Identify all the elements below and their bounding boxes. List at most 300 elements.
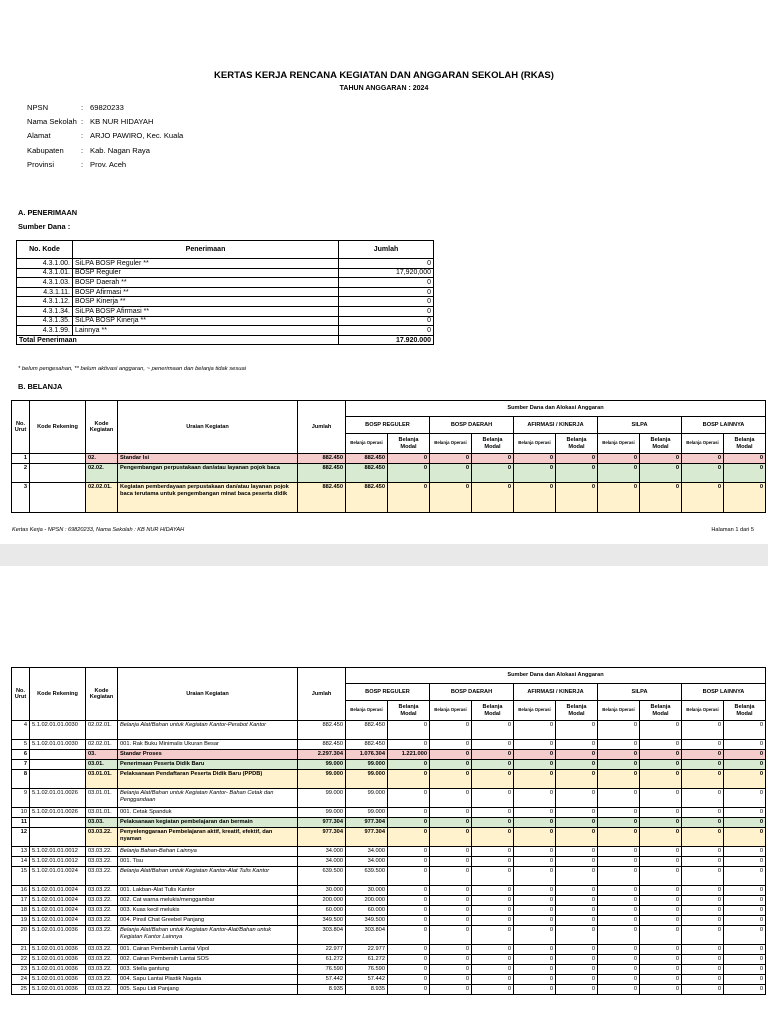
row-alokasi: 0 <box>388 916 430 926</box>
row-alokasi: 0 <box>472 464 514 483</box>
row-alokasi: 0 <box>514 818 556 828</box>
row-uraian: 001. Cetak Spanduk <box>118 808 298 818</box>
belanja-body <box>12 721 766 995</box>
row-kode-kegiatan: 03.03.22. <box>86 828 118 847</box>
row-alokasi: 0 <box>388 965 430 975</box>
row-alokasi: 0 <box>640 896 682 906</box>
row-alokasi: 0 <box>388 867 430 886</box>
row-uraian: Pelaksanaan kegiatan pembelajaran dan bermain <box>118 818 298 828</box>
col-header-group: BOSP DAERAH <box>430 417 514 434</box>
row-no: 8 <box>12 770 30 789</box>
row-alokasi: 0 <box>430 916 472 926</box>
row-alokasi: 0 <box>556 926 598 945</box>
row-alokasi: 977.304 <box>346 818 388 828</box>
row-alokasi: 0 <box>556 770 598 789</box>
row-alokasi: 0 <box>514 886 556 896</box>
row-alokasi: 882.450 <box>346 464 388 483</box>
info-label: Kabupaten <box>27 145 64 155</box>
row-alokasi: 0 <box>430 975 472 985</box>
row-alokasi: 0 <box>430 857 472 867</box>
row-alokasi: 0 <box>640 906 682 916</box>
penerimaan-nama: BOSP Daerah ** <box>73 278 339 288</box>
row-no: 3 <box>12 483 30 513</box>
col-header-operasi: Belanja Operasi <box>514 434 556 454</box>
row-alokasi: 0 <box>724 750 766 760</box>
row-alokasi: 0 <box>724 896 766 906</box>
penerimaan-jumlah: 0 <box>339 316 434 326</box>
row-alokasi: 0 <box>556 818 598 828</box>
penerimaan-row <box>17 326 434 336</box>
belanja-row <box>12 770 766 789</box>
row-kode-kegiatan: 02.02. <box>86 464 118 483</box>
row-alokasi: 0 <box>682 454 724 464</box>
row-no: 2 <box>12 464 30 483</box>
row-jumlah: 60.000 <box>298 906 346 916</box>
row-uraian: 002. Cairan Pembersih Lantai SOS <box>118 955 298 965</box>
row-alokasi: 0 <box>430 789 472 808</box>
row-uraian: 005. Sapu Lidi Panjang <box>118 985 298 995</box>
row-alokasi: 0 <box>556 985 598 995</box>
row-alokasi: 0 <box>388 945 430 955</box>
row-alokasi: 0 <box>640 857 682 867</box>
row-alokasi: 1.076.304 <box>346 750 388 760</box>
row-no: 20 <box>12 926 30 945</box>
row-jumlah: 200.000 <box>298 896 346 906</box>
row-alokasi: 0 <box>598 955 640 965</box>
row-alokasi: 0 <box>640 454 682 464</box>
belanja-body <box>12 454 766 513</box>
row-alokasi: 0 <box>556 916 598 926</box>
belanja-row <box>12 454 766 464</box>
row-alokasi: 0 <box>556 454 598 464</box>
row-uraian: 003. Kuas kecil melukis <box>118 906 298 916</box>
row-alokasi: 0 <box>640 985 682 995</box>
row-jumlah: 99.000 <box>298 760 346 770</box>
row-alokasi: 0 <box>640 975 682 985</box>
row-uraian: Pelaksanaan Pendaftaran Peserta Didik Baru (PPDB) <box>118 770 298 789</box>
belanja-row <box>12 985 766 995</box>
row-rekening <box>30 750 86 760</box>
school-info-row <box>27 131 183 145</box>
penerimaan-jumlah: 17,920,000 <box>339 268 434 278</box>
row-alokasi: 0 <box>724 886 766 896</box>
penerimaan-nama: SiLPA BOSP Reguler ** <box>73 259 339 269</box>
row-alokasi: 99.000 <box>346 760 388 770</box>
info-value: 69820233 <box>90 103 124 112</box>
school-info-row <box>27 146 183 160</box>
penerimaan-nama: SiLPA BOSP Kinerja ** <box>73 316 339 326</box>
row-alokasi: 0 <box>388 828 430 847</box>
penerimaan-row <box>17 287 434 297</box>
row-no: 11 <box>12 818 30 828</box>
col-header-operasi: Belanja Operasi <box>430 434 472 454</box>
row-rekening <box>30 760 86 770</box>
row-kode-kegiatan: 03.01.01. <box>86 808 118 818</box>
row-alokasi: 0 <box>514 483 556 513</box>
row-kode-kegiatan: 03.03.22. <box>86 916 118 926</box>
belanja-row <box>12 760 766 770</box>
row-no: 7 <box>12 760 30 770</box>
belanja-row <box>12 789 766 808</box>
row-alokasi: 0 <box>430 906 472 916</box>
info-colon: : <box>81 145 84 155</box>
row-alokasi: 0 <box>682 886 724 896</box>
row-alokasi: 34.000 <box>346 857 388 867</box>
info-label: NPSN <box>27 103 49 112</box>
row-alokasi: 0 <box>430 955 472 965</box>
row-alokasi: 0 <box>682 975 724 985</box>
row-alokasi: 0 <box>724 916 766 926</box>
col-header-modal: Belanja Modal <box>640 701 682 721</box>
row-alokasi: 0 <box>556 896 598 906</box>
document-page-2 <box>0 566 768 1024</box>
row-alokasi: 0 <box>514 760 556 770</box>
row-alokasi: 0 <box>598 770 640 789</box>
row-uraian: 004. Pinsil Chat Greebel Panjang <box>118 916 298 926</box>
row-alokasi: 0 <box>724 464 766 483</box>
row-no: 15 <box>12 867 30 886</box>
col-header-rekening: Kode Rekening <box>30 401 86 454</box>
row-alokasi: 0 <box>724 808 766 818</box>
col-header-group: BOSP LAINNYA <box>682 417 766 434</box>
row-alokasi: 0 <box>430 750 472 760</box>
row-alokasi: 0 <box>682 945 724 955</box>
row-jumlah: 34.000 <box>298 857 346 867</box>
belanja-row <box>12 906 766 916</box>
row-alokasi: 0 <box>388 818 430 828</box>
row-alokasi: 0 <box>388 770 430 789</box>
row-alokasi: 882.450 <box>346 740 388 750</box>
row-alokasi: 0 <box>472 721 514 740</box>
row-alokasi: 0 <box>514 857 556 867</box>
row-alokasi: 0 <box>556 867 598 886</box>
row-alokasi: 0 <box>514 721 556 740</box>
col-header-group: BOSP REGULER <box>346 684 430 701</box>
row-alokasi: 0 <box>388 721 430 740</box>
row-alokasi: 0 <box>388 464 430 483</box>
row-uraian: 001. Cairan Pembersih Lantai Vipol <box>118 945 298 955</box>
row-alokasi: 0 <box>598 721 640 740</box>
row-alokasi: 0 <box>388 740 430 750</box>
row-kode-kegiatan: 03.01.01. <box>86 789 118 808</box>
row-no: 16 <box>12 886 30 896</box>
row-alokasi: 0 <box>640 886 682 896</box>
row-rekening <box>30 770 86 789</box>
row-alokasi: 34.000 <box>346 847 388 857</box>
row-alokasi: 8.935 <box>346 985 388 995</box>
row-rekening <box>30 828 86 847</box>
penerimaan-row <box>17 316 434 326</box>
row-uraian: 004. Sapu Lantai Plastik Nagata <box>118 975 298 985</box>
row-alokasi: 0 <box>640 867 682 886</box>
row-alokasi: 0 <box>514 828 556 847</box>
row-alokasi: 0 <box>682 464 724 483</box>
row-jumlah: 639.500 <box>298 867 346 886</box>
row-alokasi: 0 <box>724 857 766 867</box>
row-alokasi: 0 <box>514 750 556 760</box>
row-alokasi: 0 <box>640 945 682 955</box>
row-alokasi: 0 <box>556 955 598 965</box>
row-alokasi: 0 <box>514 464 556 483</box>
row-alokasi: 0 <box>388 955 430 965</box>
row-no: 4 <box>12 721 30 740</box>
row-alokasi: 0 <box>472 886 514 896</box>
penerimaan-row <box>17 278 434 288</box>
row-alokasi: 0 <box>556 760 598 770</box>
row-kode-kegiatan: 02.02.01. <box>86 483 118 513</box>
row-alokasi: 0 <box>682 808 724 818</box>
row-no: 5 <box>12 740 30 750</box>
row-alokasi: 0 <box>724 740 766 750</box>
row-alokasi: 0 <box>682 926 724 945</box>
row-alokasi: 0 <box>598 906 640 916</box>
row-alokasi: 349.500 <box>346 916 388 926</box>
row-alokasi: 0 <box>682 828 724 847</box>
row-alokasi: 0 <box>388 847 430 857</box>
row-alokasi: 882.450 <box>346 483 388 513</box>
belanja-heading: B. BELANJA <box>18 382 63 391</box>
row-alokasi: 977.304 <box>346 828 388 847</box>
row-alokasi: 0 <box>472 740 514 750</box>
row-uraian: 001. Lakban-Alat Tulis Kantor <box>118 886 298 896</box>
row-alokasi: 0 <box>598 828 640 847</box>
row-jumlah: 99.000 <box>298 808 346 818</box>
col-header-rekening: Kode Rekening <box>30 668 86 721</box>
row-rekening: 5.1.02.01.01.0024 <box>30 896 86 906</box>
col-header-modal: Belanja Modal <box>640 434 682 454</box>
belanja-row <box>12 464 766 483</box>
penerimaan-kode: 4.3.1.01. <box>17 268 73 278</box>
row-jumlah: 76.590 <box>298 965 346 975</box>
col-header-jumlah: Jumlah <box>298 668 346 721</box>
row-alokasi: 1.221.000 <box>388 750 430 760</box>
info-label: Alamat <box>27 131 51 141</box>
row-uraian: Belanja Alat/Bahan untuk Kegiatan Kantor-Perabot Kantor <box>118 721 298 740</box>
row-alokasi: 0 <box>598 808 640 818</box>
row-alokasi: 0 <box>388 483 430 513</box>
row-alokasi: 0 <box>724 945 766 955</box>
row-jumlah: 8.935 <box>298 985 346 995</box>
row-alokasi: 639.500 <box>346 867 388 886</box>
row-alokasi: 0 <box>472 985 514 995</box>
row-no: 18 <box>12 906 30 916</box>
row-no: 10 <box>12 808 30 818</box>
row-kode-kegiatan: 02.02.01. <box>86 740 118 750</box>
row-kode-kegiatan: 03.03.22. <box>86 985 118 995</box>
belanja-row <box>12 750 766 760</box>
row-rekening: 5.1.02.01.01.0036 <box>30 965 86 975</box>
row-alokasi: 0 <box>598 965 640 975</box>
row-jumlah: 882.450 <box>298 454 346 464</box>
row-alokasi: 0 <box>430 926 472 945</box>
row-alokasi: 0 <box>430 721 472 740</box>
row-jumlah: 99.000 <box>298 789 346 808</box>
row-alokasi: 0 <box>514 770 556 789</box>
row-alokasi: 0 <box>640 916 682 926</box>
info-label: Provinsi <box>27 159 55 169</box>
belanja-row <box>12 945 766 955</box>
row-kode-kegiatan: 02.02.01. <box>86 721 118 740</box>
penerimaan-jumlah: 0 <box>339 259 434 269</box>
row-alokasi: 0 <box>388 896 430 906</box>
row-alokasi: 0 <box>640 721 682 740</box>
col-header-kode: No. Kode <box>17 241 73 259</box>
row-alokasi: 0 <box>598 464 640 483</box>
row-alokasi: 0 <box>514 454 556 464</box>
row-alokasi: 0 <box>682 857 724 867</box>
row-alokasi: 61.272 <box>346 955 388 965</box>
row-kode-kegiatan: 03.03. <box>86 818 118 828</box>
row-alokasi: 0 <box>598 483 640 513</box>
row-kode-kegiatan: 03.01. <box>86 760 118 770</box>
row-alokasi: 0 <box>598 916 640 926</box>
row-uraian: Pengembangan perpustakaan dan/atau layanan pojok baca <box>118 464 298 483</box>
col-header-operasi: Belanja Operasi <box>682 434 724 454</box>
row-jumlah: 882.450 <box>298 464 346 483</box>
row-alokasi: 76.590 <box>346 965 388 975</box>
row-alokasi: 0 <box>388 857 430 867</box>
row-alokasi: 0 <box>556 740 598 750</box>
row-uraian: Kegiatan pemberdayaan perpustakaan dan/atau layanan pojok baca terutama untuk pengembangan minat baca peserta didik <box>118 483 298 513</box>
row-alokasi: 0 <box>682 847 724 857</box>
school-info-row <box>27 103 183 117</box>
belanja-row <box>12 740 766 750</box>
col-header-modal: Belanja Modal <box>388 701 430 721</box>
row-alokasi: 0 <box>430 818 472 828</box>
row-rekening: 5.1.02.01.01.0024 <box>30 916 86 926</box>
row-kode-kegiatan: 03.03.22. <box>86 857 118 867</box>
row-alokasi: 0 <box>388 906 430 916</box>
row-alokasi: 0 <box>472 906 514 916</box>
row-kode-kegiatan: 03.03.22. <box>86 906 118 916</box>
row-alokasi: 0 <box>514 847 556 857</box>
row-alokasi: 0 <box>640 740 682 750</box>
row-rekening: 5.1.02.01.01.0012 <box>30 857 86 867</box>
row-jumlah: 34.000 <box>298 847 346 857</box>
row-alokasi: 0 <box>556 750 598 760</box>
row-no: 12 <box>12 828 30 847</box>
penerimaan-row <box>17 268 434 278</box>
row-alokasi: 0 <box>598 857 640 867</box>
row-kode-kegiatan: 03.03.22. <box>86 975 118 985</box>
row-alokasi: 0 <box>724 926 766 945</box>
belanja-row <box>12 867 766 886</box>
row-alokasi: 0 <box>640 955 682 965</box>
col-header-group: BOSP LAINNYA <box>682 684 766 701</box>
row-rekening: 5.1.02.01.01.0024 <box>30 906 86 916</box>
row-alokasi: 0 <box>472 916 514 926</box>
penerimaan-nama: SiLPA BOSP Afirmasi ** <box>73 306 339 316</box>
penerimaan-row <box>17 297 434 307</box>
row-alokasi: 0 <box>430 760 472 770</box>
row-alokasi: 0 <box>682 916 724 926</box>
row-alokasi: 0 <box>640 760 682 770</box>
row-alokasi: 0 <box>598 847 640 857</box>
row-rekening <box>30 483 86 513</box>
row-alokasi: 0 <box>472 808 514 818</box>
row-alokasi: 0 <box>556 721 598 740</box>
belanja-row <box>12 886 766 896</box>
col-header-operasi: Belanja Operasi <box>346 701 388 721</box>
row-uraian: Standar Proses <box>118 750 298 760</box>
row-rekening: 5.1.02.01.01.0036 <box>30 945 86 955</box>
row-alokasi: 0 <box>556 857 598 867</box>
belanja-row <box>12 818 766 828</box>
row-alokasi: 0 <box>514 740 556 750</box>
row-alokasi: 0 <box>724 985 766 995</box>
row-jumlah: 349.500 <box>298 916 346 926</box>
row-alokasi: 0 <box>640 770 682 789</box>
penerimaan-kode: 4.3.1.00. <box>17 259 73 269</box>
row-alokasi: 0 <box>598 886 640 896</box>
row-no: 13 <box>12 847 30 857</box>
belanja-row <box>12 926 766 945</box>
row-alokasi: 0 <box>640 926 682 945</box>
row-alokasi: 0 <box>472 770 514 789</box>
row-alokasi: 0 <box>598 985 640 995</box>
row-alokasi: 0 <box>724 847 766 857</box>
row-alokasi: 0 <box>388 985 430 995</box>
row-alokasi: 0 <box>430 985 472 995</box>
row-rekening: 5.1.02.01.01.0012 <box>30 847 86 857</box>
row-alokasi: 0 <box>430 965 472 975</box>
row-kode-kegiatan: 03.03.22. <box>86 965 118 975</box>
col-header-modal: Belanja Modal <box>556 701 598 721</box>
row-alokasi: 882.450 <box>346 454 388 464</box>
col-header-operasi: Belanja Operasi <box>598 434 640 454</box>
col-header-group: SILPA <box>598 684 682 701</box>
row-alokasi: 0 <box>556 464 598 483</box>
row-uraian: Standar Isi <box>118 454 298 464</box>
row-jumlah: 882.450 <box>298 721 346 740</box>
row-alokasi: 0 <box>430 808 472 818</box>
col-header-operasi: Belanja Operasi <box>430 701 472 721</box>
belanja-row <box>12 483 766 513</box>
row-alokasi: 0 <box>724 770 766 789</box>
row-alokasi: 0 <box>472 975 514 985</box>
row-no: 1 <box>12 454 30 464</box>
col-header-no: No. Urut <box>12 401 30 454</box>
col-header-modal: Belanja Modal <box>472 701 514 721</box>
row-no: 9 <box>12 789 30 808</box>
row-alokasi: 0 <box>682 789 724 808</box>
info-value: Prov. Aceh <box>90 159 127 169</box>
row-alokasi: 0 <box>556 847 598 857</box>
row-jumlah: 882.450 <box>298 483 346 513</box>
row-alokasi: 0 <box>640 464 682 483</box>
row-alokasi: 0 <box>472 789 514 808</box>
penerimaan-kode: 4.3.1.11. <box>17 287 73 297</box>
row-alokasi: 0 <box>514 896 556 906</box>
row-rekening: 5.1.02.01.01.0024 <box>30 867 86 886</box>
footer-left: Kertas Kerja - NPSN : 69820233, Nama Sekolah : KB NUR HIDAYAH <box>12 527 185 533</box>
school-info-row <box>27 160 183 174</box>
penerimaan-jumlah: 0 <box>339 297 434 307</box>
row-alokasi: 0 <box>724 789 766 808</box>
row-alokasi: 0 <box>598 740 640 750</box>
row-uraian: Belanja Alat/Bahan untuk Kegiatan Kantor-Alat Tulis Kantor <box>118 867 298 886</box>
penerimaan-kode: 4.3.1.03. <box>17 278 73 288</box>
row-alokasi: 0 <box>388 886 430 896</box>
row-alokasi: 0 <box>682 483 724 513</box>
row-alokasi: 0 <box>682 770 724 789</box>
info-value: Kab. Nagan Raya <box>90 145 150 155</box>
belanja-row <box>12 808 766 818</box>
row-alokasi: 0 <box>430 454 472 464</box>
row-alokasi: 0 <box>472 750 514 760</box>
row-no: 24 <box>12 975 30 985</box>
row-alokasi: 0 <box>472 857 514 867</box>
